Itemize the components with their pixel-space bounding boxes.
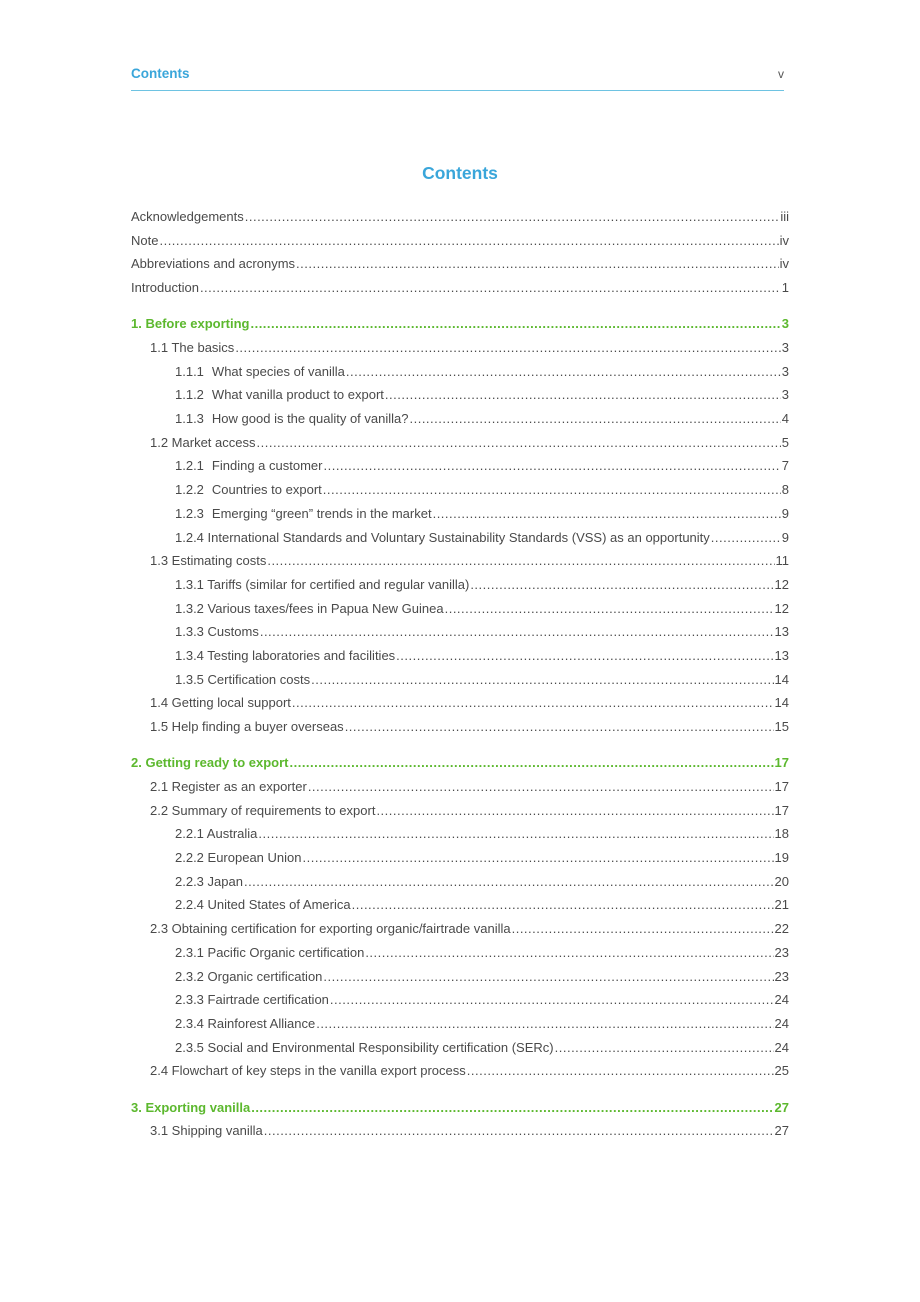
toc-entry-label: [175, 672, 310, 687]
toc-entry-label: [150, 719, 344, 734]
toc-entry[interactable]: [131, 969, 789, 993]
toc-entry-label: [175, 874, 243, 889]
toc-entry[interactable]: [131, 921, 789, 945]
toc-entry[interactable]: [131, 695, 789, 719]
toc-entry-text: Finding a customer: [211, 458, 323, 474]
toc-page-number: iv: [779, 256, 789, 272]
toc-entry-label: [175, 577, 469, 592]
dot-leader: [302, 850, 773, 865]
toc-entry-text: 1.3.2 Various taxes/fees in Papua New Guinea: [175, 600, 444, 616]
toc-entry[interactable]: [131, 387, 789, 411]
toc-page-number: 13: [774, 647, 789, 663]
dot-leader: [445, 601, 774, 616]
toc-entry[interactable]: [131, 435, 789, 459]
dot-leader: [244, 874, 774, 889]
dot-leader: [292, 695, 774, 710]
toc-entry-text: 2.4 Flowchart of key steps in the vanilla export process: [150, 1063, 466, 1079]
toc-entry-label: [175, 992, 329, 1007]
dot-leader: [296, 256, 779, 271]
dot-leader: [257, 435, 781, 450]
toc-entry-number: 1.1.2: [175, 387, 204, 403]
toc-entry-label: [175, 826, 257, 841]
toc-chapter-entry[interactable]: [131, 316, 789, 340]
toc-entry-label: [175, 1016, 315, 1031]
toc-entry-text: 1.3 Estimating costs: [150, 553, 267, 569]
toc-entry-text: 2.1 Register as an exporter: [150, 779, 307, 794]
toc-entry-label: [131, 755, 288, 770]
dot-leader: [330, 992, 774, 1007]
toc-entry-text: How good is the quality of vanilla?: [211, 411, 409, 427]
toc-entry[interactable]: [131, 992, 789, 1016]
toc-entry[interactable]: [131, 624, 789, 648]
dot-leader: [264, 1123, 774, 1138]
toc-entry[interactable]: [131, 1123, 789, 1147]
toc-entry-label: [175, 945, 364, 960]
toc-entry-label: [150, 553, 266, 568]
toc-entry-label: [175, 648, 395, 663]
dot-leader: [251, 1100, 773, 1115]
toc-entry[interactable]: [131, 280, 789, 304]
dot-leader: [200, 280, 781, 295]
toc-entry-text: 2.2.3 Japan: [175, 873, 243, 889]
toc-entry[interactable]: [131, 209, 789, 233]
toc-page-number: 25: [774, 1063, 789, 1079]
dot-leader: [159, 233, 778, 248]
toc-entry-label: [131, 316, 249, 331]
toc-entry-text: 1.2 Market access: [150, 434, 256, 450]
toc-page-number: 3: [781, 363, 789, 379]
toc-entry-number: 1.1.1: [175, 363, 204, 379]
toc-entry-label: [150, 779, 307, 794]
toc-entry-label: [175, 364, 345, 379]
header-title: Contents: [131, 66, 190, 81]
toc-entry-label: [175, 411, 408, 426]
toc-entry-label: [175, 482, 322, 497]
toc-chapter-entry[interactable]: [131, 755, 789, 779]
dot-leader: [323, 458, 780, 473]
toc-entry[interactable]: [131, 897, 789, 921]
dot-leader: [365, 945, 773, 960]
toc-entry[interactable]: [131, 1063, 789, 1087]
toc-entry-label: [131, 256, 295, 271]
toc-entry-text: 2.3.1 Pacific Organic certification: [175, 944, 365, 960]
dot-leader: [555, 1040, 774, 1055]
toc-page-number: 3: [781, 340, 789, 356]
toc-entry-text: Introduction: [131, 280, 199, 296]
toc-page-number: 18: [774, 826, 789, 842]
dot-leader: [308, 779, 774, 794]
toc-entry-label: [150, 340, 234, 355]
toc-entry-label: [150, 921, 511, 936]
toc-page-number: 13: [774, 624, 789, 640]
toc-page-number: 14: [774, 671, 789, 687]
toc-entry-text: 2.3.4 Rainforest Alliance: [175, 1015, 316, 1031]
toc-page-number: 9: [781, 505, 789, 521]
toc-entry-label: [175, 969, 322, 984]
toc-entry-text: 1.3.5 Certification costs: [175, 671, 311, 687]
toc-entry-label: [150, 1063, 466, 1078]
toc-page-number: 1: [781, 280, 789, 296]
dot-leader: [385, 387, 781, 402]
header-page-number: v: [778, 67, 784, 81]
toc-page-number: 23: [774, 968, 789, 984]
toc-entry[interactable]: [131, 340, 789, 364]
toc-entry[interactable]: [131, 553, 789, 577]
toc-entry-text: 2. Getting ready to export: [131, 755, 289, 771]
toc-entry-label: [175, 601, 444, 616]
toc-entry-text: 2.2.4 United States of America: [175, 897, 351, 913]
toc-page-number: 21: [774, 897, 789, 913]
toc-entry-text: 1.3.1 Tariffs (similar for certified and regular vanilla): [175, 576, 470, 592]
toc-page-number: 20: [774, 873, 789, 889]
dot-leader: [258, 826, 773, 841]
toc-entry[interactable]: [131, 648, 789, 672]
toc-entry-text: 3. Exporting vanilla: [131, 1099, 251, 1115]
toc-entry-label: [150, 803, 375, 818]
toc-entry-label: [131, 209, 244, 224]
toc-entry[interactable]: [131, 482, 789, 506]
dot-leader: [250, 316, 780, 331]
dot-leader: [396, 648, 773, 663]
toc-page-number: 24: [774, 1015, 789, 1031]
toc-entry-label: [175, 897, 351, 912]
toc-page-number: 27: [774, 1099, 789, 1115]
dot-leader: [376, 803, 773, 818]
toc-entry[interactable]: [131, 826, 789, 850]
dot-leader: [409, 411, 780, 426]
toc-entry[interactable]: [131, 601, 789, 625]
toc-page-number: 5: [781, 434, 789, 450]
toc-entry[interactable]: [131, 874, 789, 898]
dot-leader: [346, 364, 781, 379]
toc-entry-text: 2.3.2 Organic certification: [175, 968, 323, 984]
page-title: Contents: [422, 163, 498, 183]
dot-leader: [323, 969, 773, 984]
toc-entry-label: [175, 1040, 554, 1055]
toc-entry[interactable]: [131, 364, 789, 388]
dot-leader: [433, 506, 781, 521]
toc-page-number: 17: [774, 779, 789, 794]
dot-leader: [512, 921, 774, 936]
toc-entry-number: 1.2.3: [175, 505, 204, 521]
toc-entry-label: [175, 387, 384, 402]
toc-page-number: 8: [781, 482, 789, 498]
dot-leader: [260, 624, 774, 639]
toc-entry-text: What vanilla product to export: [211, 387, 384, 403]
toc-page-number: 3: [781, 316, 789, 332]
toc-page-number: 19: [774, 850, 789, 866]
toc-entry[interactable]: [131, 233, 789, 257]
toc-entry-number: 1.2.1: [175, 458, 204, 474]
toc-entry-text: 1.5 Help finding a buyer overseas: [150, 719, 344, 735]
toc-entry[interactable]: [131, 779, 789, 803]
toc-entry[interactable]: [131, 719, 789, 743]
toc-entry-text: 1. Before exporting: [131, 316, 250, 332]
dot-leader: [467, 1063, 774, 1078]
toc-entry-text: 2.3 Obtaining certification for exporting organic/fairtrade vanilla: [150, 921, 511, 937]
toc-entry-text: Acknowledgements: [131, 209, 244, 224]
toc-entry-label: [131, 1100, 250, 1115]
toc-entry[interactable]: [131, 577, 789, 601]
toc-page-number: 17: [774, 802, 789, 818]
toc-entry-text: 3.1 Shipping vanilla: [150, 1123, 263, 1139]
toc-entry-text: 1.3.3 Customs: [175, 624, 259, 640]
toc-entry[interactable]: [131, 672, 789, 696]
dot-leader: [323, 482, 781, 497]
toc-entry-text: 2.2.1 Australia: [175, 826, 258, 842]
dot-leader: [245, 209, 780, 224]
toc-page-number: 11: [775, 553, 789, 569]
toc-page-number: 4: [781, 411, 789, 427]
toc-entry-label: [175, 624, 259, 639]
toc-page-number: 23: [774, 944, 789, 960]
toc-page-number: 7: [781, 458, 789, 474]
dot-leader: [711, 530, 781, 545]
toc-entry-label: [175, 458, 322, 473]
dot-leader: [235, 340, 780, 355]
toc-entry-label: [175, 850, 301, 865]
toc-entry-label: [131, 280, 199, 295]
toc-entry-label: [150, 435, 256, 450]
toc-entry-number: 1.2.2: [175, 482, 204, 498]
toc-page-number: iv: [779, 232, 789, 248]
toc-chapter-entry[interactable]: [131, 1100, 789, 1124]
toc-entry-label: [175, 530, 710, 545]
toc-entry[interactable]: [131, 945, 789, 969]
toc-entry-text: What species of vanilla: [211, 363, 345, 379]
toc-entry-number: 1.1.3: [175, 411, 204, 427]
toc-entry-label: [175, 506, 432, 521]
toc-entry[interactable]: [131, 850, 789, 874]
toc-page-number: 17: [774, 755, 789, 771]
dot-leader: [289, 755, 773, 770]
toc-page-number: 22: [774, 921, 789, 937]
table-of-contents: [131, 209, 789, 1147]
toc-entry-text: Note: [131, 232, 159, 248]
toc-entry-label: [131, 233, 158, 248]
toc-entry-text: 2.3.3 Fairtrade certification: [175, 992, 329, 1008]
toc-entry-text: 1.3.4 Testing laboratories and facilities: [175, 647, 396, 663]
toc-entry[interactable]: [131, 1040, 789, 1064]
dot-leader: [345, 719, 774, 734]
toc-page-number: 9: [781, 529, 789, 545]
toc-page-number: iii: [780, 209, 789, 224]
toc-page-number: 14: [774, 695, 789, 711]
toc-entry[interactable]: [131, 1016, 789, 1040]
toc-entry-text: 1.1 The basics: [150, 340, 235, 356]
toc-entry-text: Abbreviations and acronyms: [131, 256, 296, 272]
toc-entry-text: 1.2.4 International Standards and Voluntary Sustainability Standards (VSS) as an opportunity: [175, 529, 710, 545]
toc-page-number: 12: [774, 600, 789, 616]
toc-entry[interactable]: [131, 256, 789, 280]
toc-page-number: 15: [774, 719, 789, 735]
toc-entry[interactable]: [131, 458, 789, 482]
dot-leader: [267, 553, 774, 568]
page-header: [131, 64, 784, 91]
toc-entry-label: [150, 1123, 263, 1138]
toc-entry[interactable]: [131, 411, 789, 435]
toc-entry[interactable]: [131, 803, 789, 827]
toc-page-number: 27: [774, 1123, 789, 1139]
toc-entry-text: 2.2 Summary of requirements to export: [150, 802, 376, 818]
toc-page-number: 12: [774, 576, 789, 592]
dot-leader: [316, 1016, 773, 1031]
toc-entry[interactable]: [131, 530, 789, 554]
toc-entry-text: 1.4 Getting local support: [150, 695, 291, 711]
dot-leader: [352, 897, 774, 912]
toc-page-number: 24: [774, 1039, 789, 1055]
toc-entry-label: [150, 695, 291, 710]
toc-entry-text: Emerging “green” trends in the market: [211, 505, 432, 521]
toc-page-number: 24: [774, 992, 789, 1008]
toc-entry-text: 2.3.5 Social and Environmental Responsibility certification (SERc): [175, 1039, 554, 1055]
toc-entry-text: 2.2.2 European Union: [175, 850, 302, 866]
dot-leader: [470, 577, 773, 592]
toc-entry[interactable]: [131, 506, 789, 530]
toc-page-number: 3: [781, 387, 789, 403]
toc-entry-text: Countries to export: [211, 482, 322, 498]
dot-leader: [311, 672, 773, 687]
